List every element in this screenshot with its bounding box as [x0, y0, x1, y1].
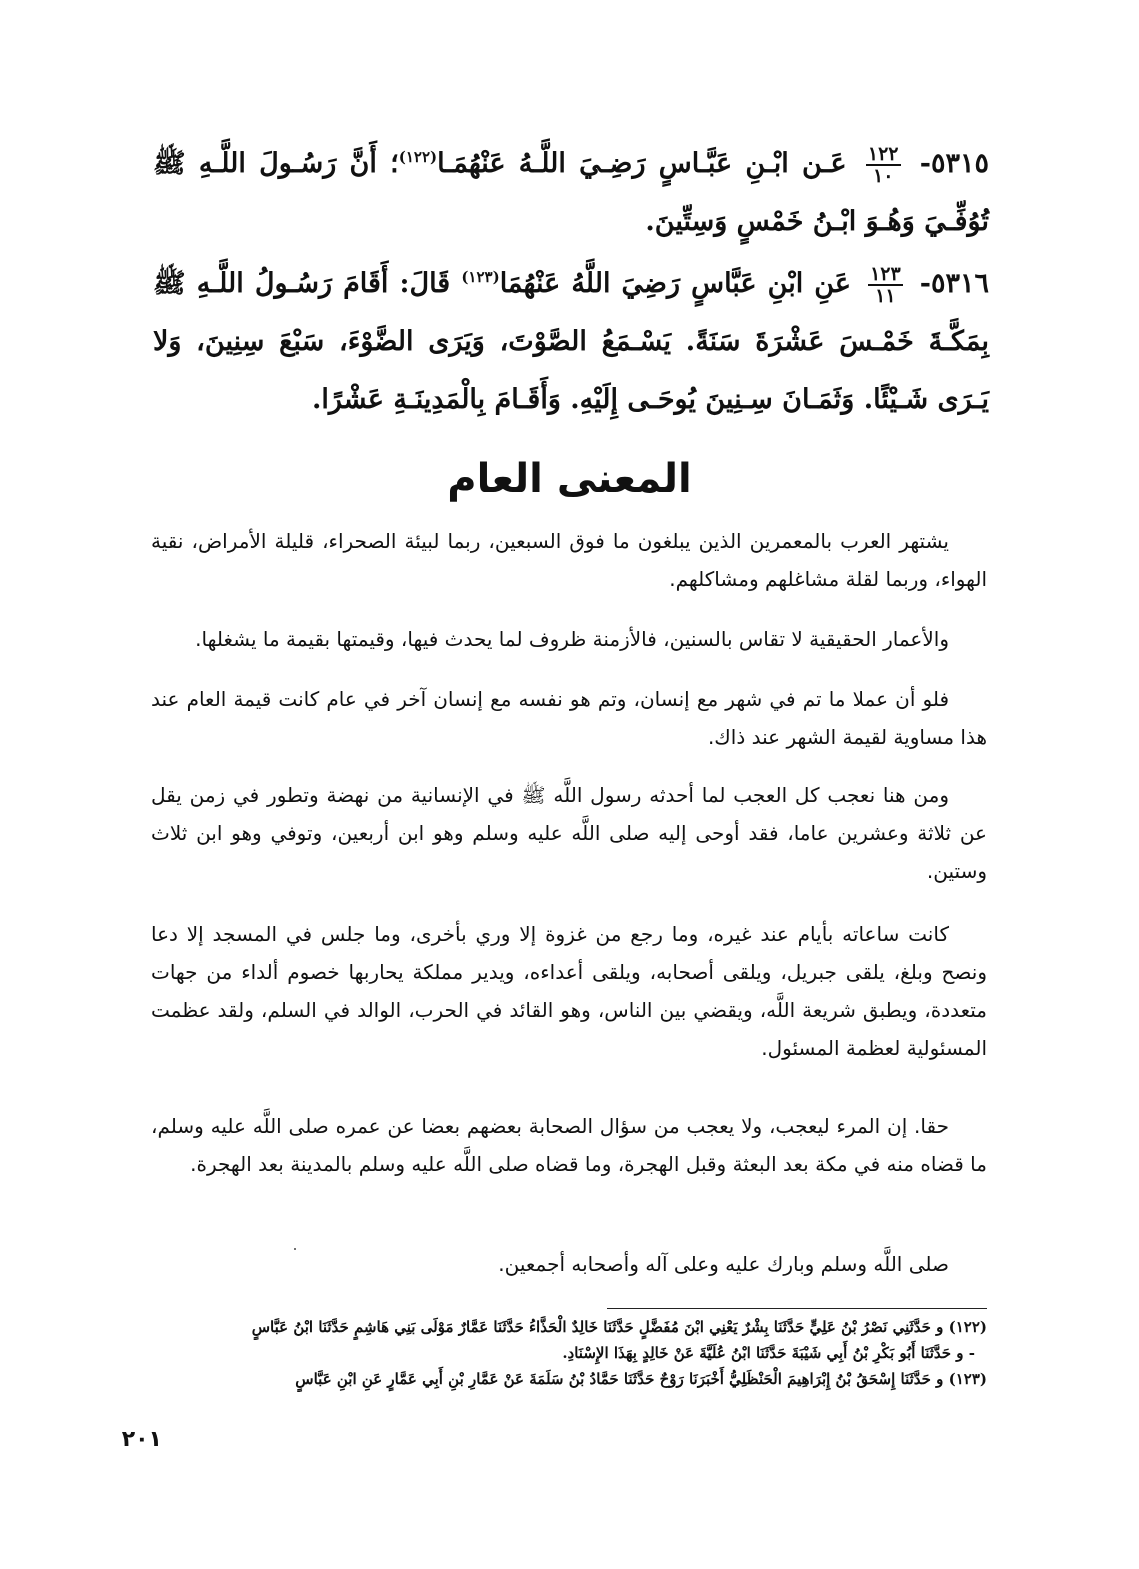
commentary-paragraph: حقا. إن المرء ليعجب، ولا يعجب من سؤال الصحابة بعضهم بعضا عن عمره صلى اللَّه عليه وسلم، ما قضاه منه في مكة بعد البعثة وقبل الهجرة، وما قضاه صلى اللَّه عليه وسلم بالمدينة بعد الهجرة. — [151, 1114, 987, 1176]
fraction-denominator: ١٠ — [873, 164, 894, 187]
scan-speck — [294, 1248, 296, 1250]
commentary-paragraph: كانت ساعاته بأيام عند غيره، وما رجع من غزوة إلا وري بأخرى، وما جلس في المسجد إلا دعا ونصح وبلغ، يلقى جبريل، ويلقى أصحابه، ويلقى أعداءه، ويدير مملكة يحاربها خصوم ألداء من جهات متعددة، ويطبق شريعة اللَّه، ويقضي بين الناس، وهو القائد في الحرب، الوالد في السلم، ولقد عظمت المسئولية لعظمة المسئول. — [151, 922, 987, 1060]
fraction-denominator: ١١ — [875, 284, 896, 307]
closing-blessing: صلى اللَّه وسلم وبارك عليه وعلى آله وأصحابه أجمعين. — [498, 1252, 949, 1276]
hadith-reference-fraction — [868, 264, 903, 306]
footnote-reference: (١٢٢) — [398, 148, 438, 166]
fraction-numerator: ١٢٣ — [870, 262, 901, 285]
hadith-text-body: قَالَ: أَقَامَ رَسُـولُ اللَّـهِ ﷺ بِمَكَّـةَ خَمْـسَ عَشْرَةَ سَنَةً. يَسْـمَعُ الصَّوْتَ، وَيَرَى الضَّوْءَ، سَبْعَ سِنِينَ، وَلا يَـرَى شَـيْئًا. وَثَمَـانَ سِـنِينَ يُوحَـى إِلَيْهِ. وَأَقَـامَ بِالْمَدِينَـةِ عَشْرًا. — [153, 268, 989, 415]
hadith-reference-fraction — [866, 144, 901, 186]
section-title: المعنى العام — [447, 456, 692, 503]
commentary-paragraph: فلو أن عملا ما تم في شهر مع إنسان، وتم هو نفسه مع إنسان آخر في عام كانت قيمة العام عند هذا مساوية لقيمة الشهر عند ذاك. — [151, 687, 987, 749]
footnotes — [151, 1314, 987, 1392]
hadith-text-body: ؛ أَنَّ رَسُـولَ اللَّـهِ ﷺ تُوُفِّـيَ وَهُـوَ ابْـنُ خَمْسٍ وَسِتِّينَ. — [153, 148, 989, 237]
fraction-numerator: ١٢٢ — [867, 142, 899, 165]
footnote-reference: (١٢٣) — [461, 268, 500, 286]
footnote-divider — [607, 1308, 987, 1309]
footnote-123: (١٢٣) و حَدَّثَنَا إِسْحَقُ بْنُ إِبْرَاهِيمَ الْحَنْظَلِيُّ أَخْبَرَنَا رَوْحٌ حَدَّثَنَا حَمَّادُ بْنُ سَلَمَةَ عَنْ عَمَّارِ بْنِ أَبِي عَمَّارٍ عَنِ ابْنِ عَبَّاسٍ — [295, 1370, 987, 1388]
hadith-5316 — [153, 255, 989, 429]
page-number: ٢٠١ — [121, 1427, 162, 1452]
hadith-text-opening: عَـن ابْـنِ عَبَّـاسٍ رَضِـيَ اللَّـهُ عَنْهُمَـا — [437, 148, 847, 179]
commentary-paragraph: ومن هنا نعجب كل العجب لما أحدثه رسول اللَّه ﷺ في الإنسانية من نهضة وتطور في زمن يقل عن ثلاثة وعشرين عاما، فقد أوحى إليه صلى اللَّه عليه وسلم وهو ابن أربعين، وتوفي وهو ابن ثلاث وستين. — [151, 783, 987, 883]
hadith-5315 — [153, 135, 989, 251]
footnote-122: (١٢٢) و حَدَّثَنِي نَصْرُ بْنُ عَلِيٍّ حَدَّثَنَا بِشْرٌ يَعْنِي ابْنَ مُفَضَّلٍ حَدَّثَنَا خَالِدٌ الْحَذَّاءُ حَدَّثَنَا عَمَّارٌ مَوْلَى بَنِي هَاشِمٍ حَدَّثَنَا ابْنُ عَبَّاسٍ — [251, 1318, 987, 1336]
commentary-paragraph: والأعمار الحقيقية لا تقاس بالسنين، فالأزمنة ظروف لما يحدث فيها، وقيمتها بقيمة ما يشغلها. — [195, 627, 949, 651]
hadith-text-opening: عَنِ ابْنِ عَبَّاسٍ رَضِيَ اللَّهُ عَنْهُمَا — [499, 268, 851, 299]
commentary-paragraph: يشتهر العرب بالمعمرين الذين يبلغون ما فوق السبعين، ربما لبيئة الصحراء، قليلة الأمراض، نقية الهواء، وربما لقلة مشاغلهم ومشاكلهم. — [151, 529, 987, 591]
hadith-number: ٥٣١٦- — [919, 268, 990, 299]
footnote-122-continuation: - و حَدَّثَنَا أَبُو بَكْرِ بْنُ أَبِي شَيْبَةَ حَدَّثَنَا ابْنُ عُلَيَّةَ عَنْ خَالِدٍ بِهَذَا الإِسْنَادِ. — [562, 1344, 975, 1362]
hadith-number: ٥٣١٥- — [919, 148, 989, 179]
